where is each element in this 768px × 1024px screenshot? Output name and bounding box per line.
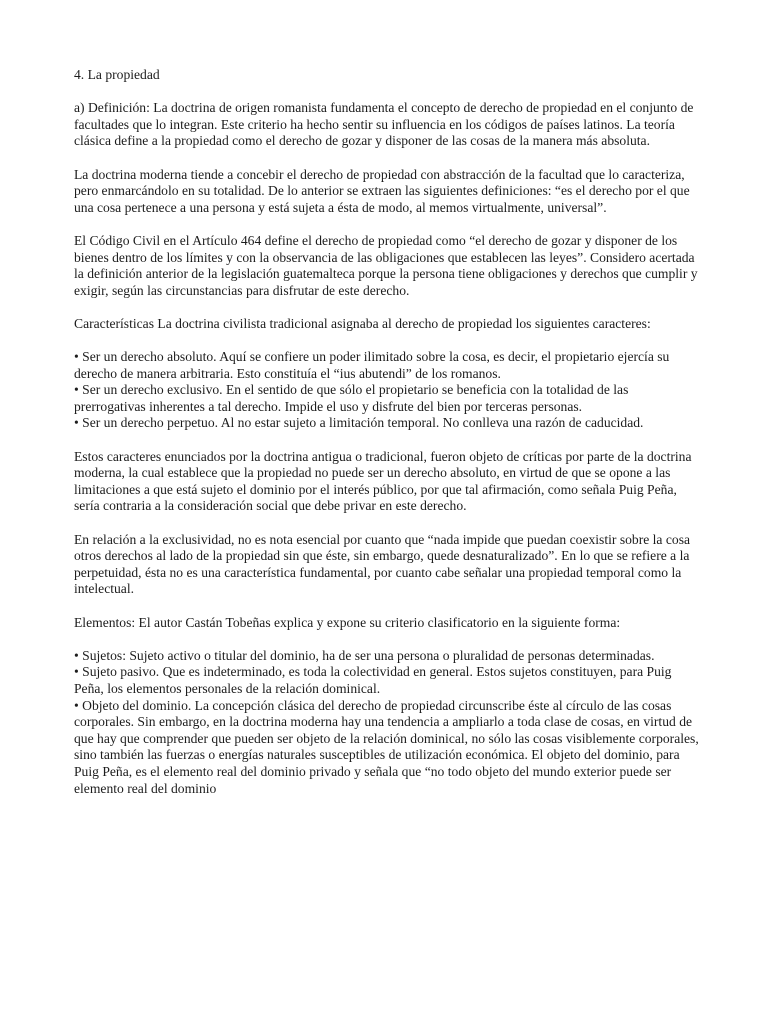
list-item: • Sujeto pasivo. Que es indeterminado, es toda la colectividad en general. Estos sujetos constituyen, para Puig Peña, los elementos personales de la relación dominical. <box>74 664 672 696</box>
paragraph-doctrina-moderna: La doctrina moderna tiende a concebir el derecho de propiedad con abstracción de la facultad que lo caracteriza, pero enmarcándolo en su totalidad. De lo anterior se extraen las siguientes definiciones: “es el derecho por el que una cosa pertenece a una persona y está sujeta a ésta de modo, al memos virtualmente, universal”. <box>74 166 690 215</box>
list-item: • Ser un derecho exclusivo. En el sentido de que sólo el propietario se beneficia con la totalidad de las prerrogativas inherentes a tal derecho. Impide el uso y disfrute del bien por terceras personas. <box>74 382 629 414</box>
paragraph-caracteristicas: Características La doctrina civilista tradicional asignaba al derecho de propiedad los siguientes caracteres: <box>74 315 651 331</box>
list-item: • Ser un derecho perpetuo. Al no estar sujeto a limitación temporal. No conlleva una razón de caducidad. <box>74 415 644 431</box>
section-heading: 4. La propiedad <box>74 67 160 82</box>
elementos-list <box>74 648 700 797</box>
paragraph-criticas: Estos caracteres enunciados por la doctrina antigua o tradicional, fueron objeto de críticas por parte de la doctrina moderna, la cual establece que la propiedad no puede ser un derecho absoluto, en virtud de que se opone a las limitaciones a que está sujeto el dominio por el interés público, por que tal afirmación, como señala Puig Peña, sería contraria a la consideración social que debe privar en este derecho. <box>74 448 692 514</box>
list-item: • Objeto del dominio. La concepción clásica del derecho de propiedad circunscribe éste al círculo de las cosas corporales. Sin embargo, en la doctrina moderna hay una tendencia a ampliarlo a toda clase de cosas, en virtud de que hay que comprender que pueden ser objeto de la relación dominical, no sólo las cosas visiblemente corporales, sino también las fuerzas o energías naturales susceptibles de utilización económica. El objeto del dominio, para Puig Peña, es el elemento real del dominio privado y señala que “no todo objeto del mundo exterior puede ser elemento real del dominio <box>74 697 699 796</box>
paragraph-codigo-civil: El Código Civil en el Artículo 464 define el derecho de propiedad como “el derecho de gozar y disponer de los bienes dentro de los límites y con la observancia de las obligaciones que establecen las leyes”. Considero acertada la definición anterior de la legislación guatemalteca porque la persona tiene obligaciones y derechos que cumplir y exigir, según las circunstancias para disfrutar de este derecho. <box>74 232 698 298</box>
list-item: • Ser un derecho absoluto. Aquí se confiere un poder ilimitado sobre la cosa, es decir, el propietario ejercía su derecho de manera arbitraria. Esto constituía el “ius abutendi” de los romanos. <box>74 349 670 381</box>
paragraph-exclusividad: En relación a la exclusividad, no es nota esencial por cuanto que “nada impide que puedan coexistir sobre la cosa otros derechos al lado de la propiedad sin que éste, sin embargo, quede desnaturalizado”. En lo que se refiere a la perpetuidad, ésta no es una característica fundamental, por cuanto cabe señalar una propiedad temporal como la intelectual. <box>74 531 691 597</box>
paragraph-elementos: Elementos: El autor Castán Tobeñas explica y expone su criterio clasificatorio en la siguiente forma: <box>74 614 621 630</box>
document-page <box>74 67 700 814</box>
caracteres-list <box>74 349 700 432</box>
list-item: • Sujetos: Sujeto activo o titular del dominio, ha de ser una persona o pluralidad de personas determinadas. <box>74 647 655 663</box>
paragraph-definicion: a) Definición: La doctrina de origen romanista fundamenta el concepto de derecho de propiedad en el conjunto de facultades que lo integran. Este criterio ha hecho sentir su influencia en los códigos de países latinos. La teoría clásica define a la propiedad como el derecho de gozar y disponer de las cosas de la manera más absoluta. <box>74 100 694 149</box>
